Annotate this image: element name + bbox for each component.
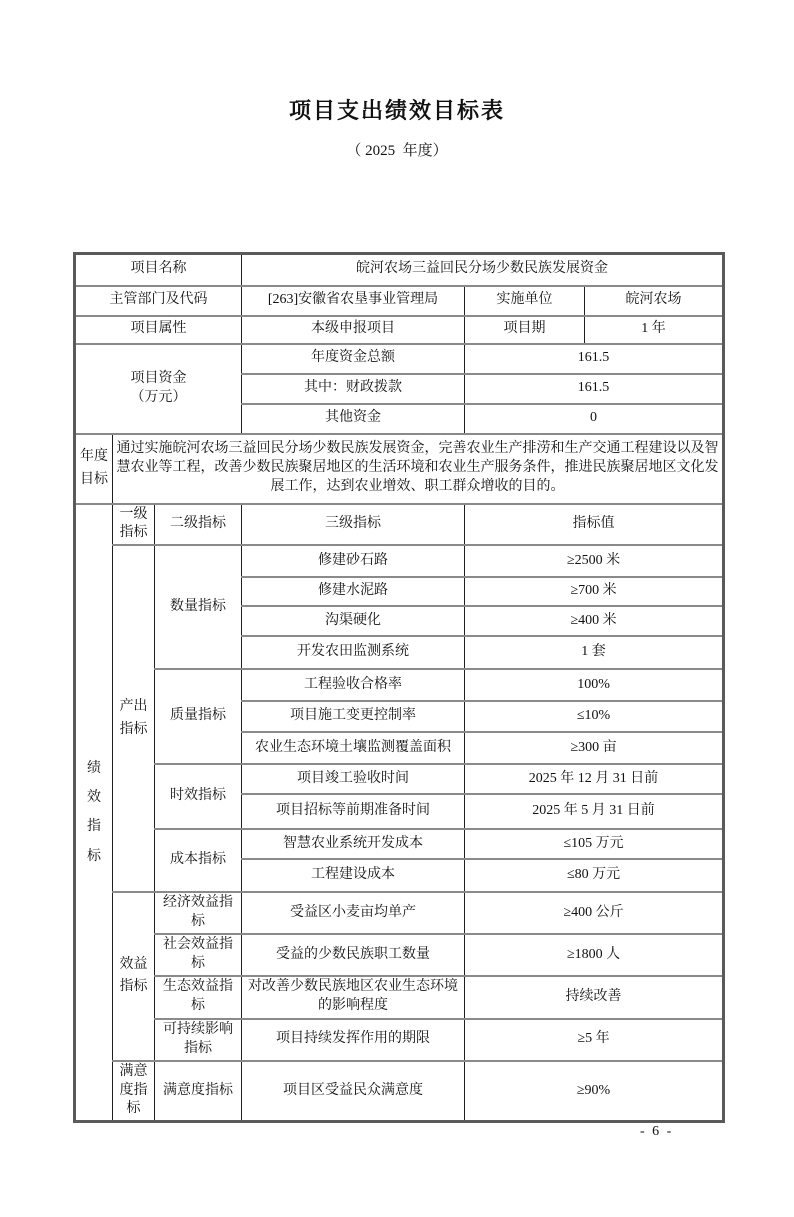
indicator-value: ≥2500 米 bbox=[465, 545, 724, 577]
indicator-name: 沟渠硬化 bbox=[242, 606, 465, 636]
funds-total-value: 161.5 bbox=[465, 344, 724, 374]
indicator-value: ≥300 亩 bbox=[465, 732, 724, 764]
table-row bbox=[75, 254, 724, 286]
indicator-value: 2025 年 12 月 31 日前 bbox=[465, 764, 724, 794]
indicator-name: 项目竣工验收时间 bbox=[242, 764, 465, 794]
table-row bbox=[75, 316, 724, 344]
page-title: 项目支出绩效目标表 bbox=[288, 98, 505, 123]
indicator-name: 项目区受益民众满意度 bbox=[242, 1061, 465, 1122]
level2-satisfaction: 满意度指标 bbox=[155, 1061, 242, 1122]
indicator-name: 智慧农业系统开发成本 bbox=[242, 829, 465, 859]
period-label: 项目期 bbox=[465, 316, 585, 344]
level1-output bbox=[113, 545, 155, 892]
impl-unit-value: 皖河农场 bbox=[585, 286, 724, 316]
table-row bbox=[75, 344, 724, 374]
level2-quality: 质量指标 bbox=[155, 669, 242, 764]
page-number: - 6 - bbox=[640, 1124, 674, 1139]
level2-quantity: 数量指标 bbox=[155, 545, 242, 669]
page-subtitle-year: （ 2025 年度） bbox=[346, 143, 448, 159]
funds-other-value: 0 bbox=[465, 404, 724, 434]
funds-other-label: 其他资金 bbox=[242, 404, 465, 434]
indicator-value: ≥400 米 bbox=[465, 606, 724, 636]
indicator-name: 受益区小麦亩均单产 bbox=[242, 892, 465, 934]
period-value: 1 年 bbox=[585, 316, 724, 344]
indicator-row bbox=[75, 892, 724, 934]
perf-side-label-text: 绩效指标 bbox=[86, 760, 101, 864]
indicator-name: 项目持续发挥作用的期限 bbox=[242, 1019, 465, 1061]
indicator-value: ≤80 万元 bbox=[465, 859, 724, 892]
perf-side-label bbox=[75, 504, 113, 1122]
annual-goal-label bbox=[75, 434, 113, 504]
project-name-value: 皖河农场三益回民分场少数民族发展资金 bbox=[242, 254, 724, 286]
funds-fiscal-label: 其中：财政拨款 bbox=[242, 374, 465, 404]
indicator-value: 持续改善 bbox=[465, 976, 724, 1019]
indicator-name: 农业生态环境土壤监测覆盖面积 bbox=[242, 732, 465, 764]
indicator-row bbox=[75, 976, 724, 1019]
indicator-value: ≥5 年 bbox=[465, 1019, 724, 1061]
funds-label-line1: 项目资金 bbox=[130, 370, 187, 386]
indicator-name: 受益的少数民族职工数量 bbox=[242, 934, 465, 976]
indicator-row bbox=[75, 764, 724, 794]
indicator-name: 开发农田监测系统 bbox=[242, 636, 465, 669]
level1-satisfaction: 满意度指标 bbox=[113, 1061, 155, 1122]
level2-cost: 成本指标 bbox=[155, 829, 242, 892]
indicator-name: 修建水泥路 bbox=[242, 577, 465, 606]
level1-benefit bbox=[113, 892, 155, 1060]
indicator-row bbox=[75, 1061, 724, 1122]
indicator-name: 工程建设成本 bbox=[242, 859, 465, 892]
indicator-value: 2025 年 5 月 31 日前 bbox=[465, 794, 724, 829]
attr-value: 本级申报项目 bbox=[242, 316, 465, 344]
performance-target-table bbox=[73, 252, 725, 1123]
funds-total-label: 年度资金总额 bbox=[242, 344, 465, 374]
level2-social: 社会效益指标 bbox=[155, 934, 242, 976]
indicator-value: ≥90% bbox=[465, 1061, 724, 1122]
indicator-name: 对改善少数民族地区农业生态环境的影响程度 bbox=[242, 976, 465, 1019]
dept-label: 主管部门及代码 bbox=[75, 286, 242, 316]
indicator-value: ≥400 公斤 bbox=[465, 892, 724, 934]
annual-goal-label-text: 年度目标 bbox=[79, 449, 108, 487]
level1-benefit-text: 效益指标 bbox=[119, 957, 148, 995]
indicator-row bbox=[75, 934, 724, 976]
col-header-level3: 三级指标 bbox=[242, 504, 465, 546]
col-header-level1: 一级指标 bbox=[113, 504, 155, 546]
dept-value: [263]安徽省农垦事业管理局 bbox=[242, 286, 465, 316]
table-row bbox=[75, 504, 724, 546]
indicator-row bbox=[75, 669, 724, 701]
indicator-value: 100% bbox=[465, 669, 724, 701]
indicator-name: 工程验收合格率 bbox=[242, 669, 465, 701]
funds-label-line2: （万元） bbox=[130, 389, 187, 405]
indicator-name: 项目施工变更控制率 bbox=[242, 701, 465, 732]
col-header-level2: 二级指标 bbox=[155, 504, 242, 546]
level2-sustainability: 可持续影响指标 bbox=[155, 1019, 242, 1061]
annual-goal-text: 通过实施皖河农场三益回民分场少数民族发展资金，完善农业生产排涝和生产交通工程建设以及智慧农业等工程，改善少数民族聚居地区的生活环境和农业生产服务条件，推进民族聚居地区文化发展工作，达到农业增效、职工群众增收的目的。 bbox=[113, 434, 724, 504]
indicator-row bbox=[75, 545, 724, 577]
level2-timeliness: 时效指标 bbox=[155, 764, 242, 829]
indicator-name: 修建砂石路 bbox=[242, 545, 465, 577]
indicator-row bbox=[75, 829, 724, 859]
indicator-value: ≥1800 人 bbox=[465, 934, 724, 976]
table-row bbox=[75, 286, 724, 316]
col-header-value: 指标值 bbox=[465, 504, 724, 546]
funds-fiscal-value: 161.5 bbox=[465, 374, 724, 404]
indicator-value: ≤105 万元 bbox=[465, 829, 724, 859]
impl-unit-label: 实施单位 bbox=[465, 286, 585, 316]
indicator-value: ≤10% bbox=[465, 701, 724, 732]
level2-ecological: 生态效益指标 bbox=[155, 976, 242, 1019]
indicator-row bbox=[75, 1019, 724, 1061]
indicator-value: 1 套 bbox=[465, 636, 724, 669]
attr-label: 项目属性 bbox=[75, 316, 242, 344]
indicator-value: ≥700 米 bbox=[465, 577, 724, 606]
indicator-name: 项目招标等前期准备时间 bbox=[242, 794, 465, 829]
table-row bbox=[75, 434, 724, 504]
project-name-label: 项目名称 bbox=[75, 254, 242, 286]
level1-output-text: 产出指标 bbox=[119, 699, 148, 737]
funds-label bbox=[75, 344, 242, 434]
level2-economic: 经济效益指标 bbox=[155, 892, 242, 934]
